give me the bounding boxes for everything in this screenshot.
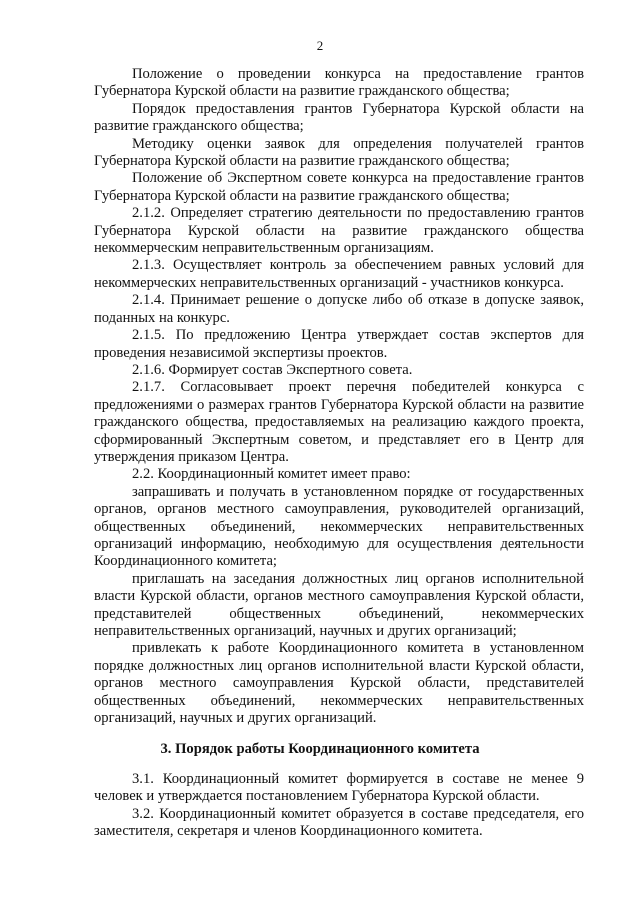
document-body [94,66,584,727]
section-3-body [94,771,584,841]
paragraph: 3.1. Координационный комитет формируется в составе не менее 9 человек и утверждается постановлением Губернатора Курской области. [94,771,584,805]
paragraph: 2.1.5. По предложению Центра утверждает состав экспертов для проведения независимой экспертизы проектов. [94,327,584,361]
paragraph: 2.1.4. Принимает решение о допуске либо об отказе в допуске заявок, поданных на конкурс. [94,292,584,326]
paragraph: 2.2. Координационный комитет имеет право: [132,466,411,483]
paragraph: 2.1.3. Осуществляет контроль за обеспечением равных условий для некоммерческих неправительственных организаций - участников конкурса. [94,257,584,291]
paragraph: 2.1.2. Определяет стратегию деятельности по предоставлению грантов Губернатора Курской области на развитие гражданского общества некоммерческим неправительственным организациям. [94,205,584,257]
paragraph: 2.1.6. Формирует состав Экспертного совета. [132,361,413,378]
paragraph: приглашать на заседания должностных лиц органов исполнительной власти Курской области, органов местного самоуправления Курской области, представителей общественных объединений, некоммерческих неправительственных организаций, научных и других организаций; [94,570,584,639]
paragraph: Положение о проведении конкурса на предоставление грантов Губернатора Курской области на развитие гражданского общества; [94,66,584,100]
page-number: 2 [316,38,324,53]
paragraph: Положение об Экспертном совете конкурса на предоставление грантов Губернатора Курской области на развитие гражданского общества; [94,170,584,204]
paragraph: Методику оценки заявок для определения получателей грантов Губернатора Курской области на развитие гражданского общества; [94,135,584,170]
paragraph: 2.1.7. Согласовывает проект перечня победителей конкурса с предложениями о размерах грантов Губернатора Курской области на развитие гражданского общества, предоставляемых на реализацию каждого проекта, сформированный Экспертным советом, и представляет его в Центр для утверждения приказом Центра. [94,379,584,465]
paragraph: Порядок предоставления грантов Губернатора Курской области на развитие гражданского общества; [94,100,584,135]
paragraph: запрашивать и получать в установленном порядке от государственных органов, органов местного самоуправления, руководителей организаций, общественных объединений, некоммерческих неправительственных организаций информацию, необходимую для осуществления деятельности Координационного комитета; [94,483,584,570]
paragraph: 3.2. Координационный комитет образуется в составе председателя, его заместителя, секретаря и членов Координационного комитета. [94,805,584,840]
section-heading: 3. Порядок работы Координационного комитета [160,741,480,757]
paragraph: привлекать к работе Координационного комитета в установленном порядке должностных лиц органов исполнительной власти Курской области, органов местного самоуправления Курской области, представителей общественных объединений, некоммерческих неправительственных организаций, научных и других организаций. [94,640,584,727]
